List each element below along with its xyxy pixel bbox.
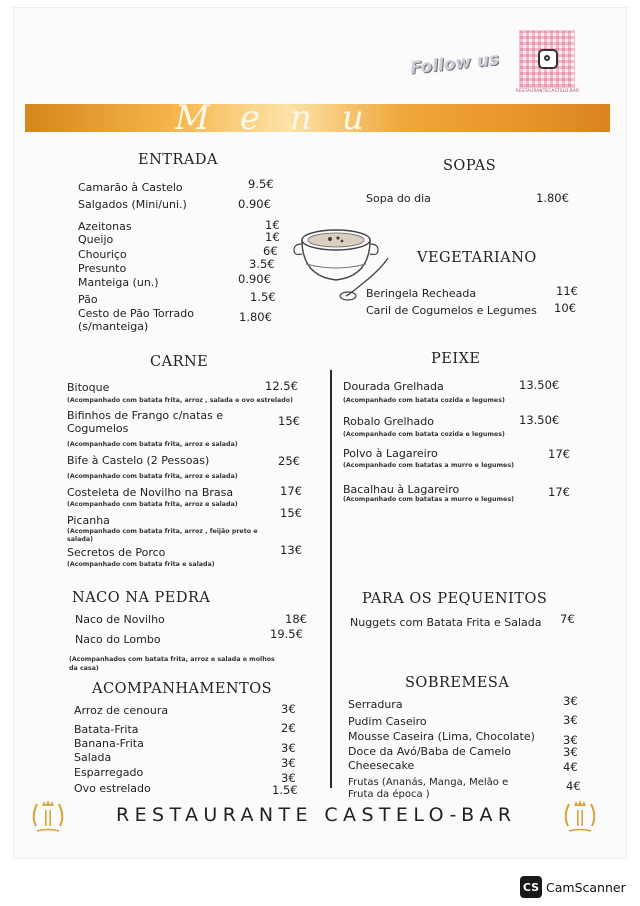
- menu-item: Naco de Novilho: [75, 613, 165, 626]
- menu-item-note: (Acompanhado com batata frita, arroz , feijão preto e: [67, 528, 258, 535]
- menu-item: Dourada Grelhada: [343, 380, 444, 393]
- menu-price: 1.5€: [250, 290, 276, 304]
- menu-price: 0.90€: [238, 272, 271, 286]
- menu-item: Banana-Frita: [74, 737, 144, 750]
- menu-item: Pão: [78, 293, 98, 306]
- menu-price: 3€: [281, 741, 296, 755]
- section-title-vegetariano: VEGETARIANO: [417, 250, 537, 266]
- section-title-sopas: SOPAS: [443, 158, 497, 174]
- menu-item-note: (Acompanhados com batata frita, arroz e salada e molhos: [69, 656, 275, 663]
- camscanner-watermark: [520, 876, 626, 898]
- menu-item-note: (Acompanhado com batatas a murro e legumes): [343, 496, 514, 503]
- menu-item: Serradura: [348, 698, 403, 711]
- menu-price: 13€: [280, 543, 302, 557]
- menu-item: Presunto: [78, 262, 127, 275]
- menu-item: Arroz de cenoura: [74, 704, 169, 717]
- section-title-peixe: PEIXE: [431, 351, 481, 367]
- menu-price: 3€: [563, 745, 578, 759]
- section-title-acompanhamentos: ACOMPANHAMENTOS: [92, 681, 273, 697]
- menu-item: Esparregado: [74, 766, 144, 779]
- restaurant-name: RESTAURANTE CASTELO-BAR: [116, 804, 517, 826]
- menu-item: Mousse Caseira (Lima, Chocolate): [348, 730, 535, 743]
- menu-price: 25€: [278, 454, 300, 468]
- menu-item: Cheesecake: [348, 759, 415, 772]
- menu-item: Pudim Caseiro: [348, 715, 427, 728]
- menu-item: Bacalhau à Lagareiro: [343, 483, 460, 496]
- menu-item: Queijo: [78, 233, 114, 246]
- menu-price: 13.50€: [519, 413, 560, 427]
- follow-us-text: Follow us: [409, 49, 500, 79]
- menu-price: 17€: [548, 447, 570, 461]
- menu-price: 3€: [563, 694, 578, 708]
- menu-item: Bifinhos de Frango c/natas e: [67, 409, 224, 422]
- menu-price: 4€: [566, 779, 581, 793]
- menu-item: Caril de Cogumelos e Legumes: [366, 304, 537, 317]
- restaurant-emblem-icon: [31, 798, 65, 836]
- menu-price: 11€: [556, 284, 578, 298]
- menu-item: Frutas (Ananás, Manga, Melão e: [348, 777, 509, 788]
- menu-item: Fruta da época ): [348, 789, 430, 800]
- menu-item-note: (Acompanhado com batata frita, arroz e salada): [67, 441, 238, 448]
- menu-price: 3€: [281, 702, 296, 716]
- menu-price: 9.5€: [248, 177, 274, 191]
- menu-item: Beringela Recheada: [366, 287, 477, 300]
- menu-price: 2€: [281, 721, 296, 735]
- menu-item: Nuggets com Batata Frita e Salada: [350, 616, 542, 629]
- section-title-carne: CARNE: [150, 354, 209, 370]
- menu-item: Chouriço: [78, 248, 127, 261]
- menu-item-note: (Acompanhado com batata frita e salada): [67, 561, 215, 568]
- camscanner-label: CamScanner: [546, 879, 626, 895]
- menu-item-note: (Acompanhado com batata frita, arroz , salada e ovo estrelado): [67, 397, 294, 404]
- menu-price: 0.90€: [238, 197, 271, 211]
- menu-item: Bife à Castelo (2 Pessoas): [67, 454, 210, 467]
- menu-banner: [25, 98, 610, 138]
- menu-item: Cogumelos: [67, 422, 129, 435]
- menu-price: 3.5€: [249, 257, 275, 271]
- menu-price: 15€: [278, 414, 300, 428]
- menu-price: 3€: [281, 756, 296, 770]
- menu-price: 1.80€: [239, 310, 272, 324]
- menu-item: Camarão à Castelo: [78, 181, 183, 194]
- menu-price: 1€: [265, 230, 280, 244]
- menu-price: 3€: [281, 771, 296, 785]
- menu-price: 1.80€: [536, 191, 569, 205]
- qr-code-icon[interactable]: [519, 30, 575, 88]
- menu-item-note: (Acompanhado com batata cozida e legumes): [343, 431, 505, 438]
- menu-item: Azeitonas: [78, 220, 132, 233]
- menu-item: Polvo à Lagareiro: [343, 447, 438, 460]
- camscanner-logo-icon: CS: [520, 876, 542, 898]
- menu-price: 17€: [548, 485, 570, 499]
- menu-item-note: (Acompanhado com batata frita, arroz e salada): [67, 501, 238, 508]
- menu-item: Cesto de Pão Torrado: [78, 307, 194, 320]
- menu-price: 17€: [280, 484, 302, 498]
- menu-price: 1€: [265, 218, 280, 232]
- menu-item: Doce da Avó/Baba de Camelo: [348, 745, 512, 758]
- menu-price: 13.50€: [519, 378, 560, 392]
- menu-price: 18€: [285, 612, 307, 626]
- menu-item: Salgados (Mini/uni.): [78, 198, 187, 211]
- menu-price: 7€: [560, 612, 575, 626]
- menu-price: 1.5€: [272, 783, 298, 797]
- menu-item: Batata-Frita: [74, 723, 139, 736]
- menu-price: 3€: [563, 713, 578, 727]
- section-title-sobremesa: SOBREMESA: [405, 675, 510, 691]
- menu-item: Robalo Grelhado: [343, 415, 434, 428]
- menu-item-note: salada): [67, 536, 94, 543]
- column-divider: [330, 370, 332, 788]
- menu-item: Ovo estrelado: [74, 782, 151, 795]
- menu-item: Picanha: [67, 514, 110, 527]
- menu-item-note: da casa): [69, 665, 99, 672]
- section-title-pequenitos: PARA OS PEQUENITOS: [362, 591, 548, 607]
- menu-price: 12.5€: [265, 379, 298, 393]
- menu-item-note: (Acompanhado com batatas a murro e legumes): [343, 462, 514, 469]
- menu-price: 15€: [280, 506, 302, 520]
- menu-price: 4€: [563, 760, 578, 774]
- menu-item-note: (Acompanhado com batata cozida e legumes): [343, 397, 505, 404]
- menu-price: 19.5€: [270, 627, 303, 641]
- menu-banner-title: Menu: [175, 98, 394, 138]
- menu-item: Bitoque: [67, 381, 110, 394]
- menu-item-note: (Acompanhado com batata frita, arroz e salada): [67, 473, 238, 480]
- menu-item-note: (s/manteiga): [78, 320, 149, 333]
- instagram-icon: [538, 49, 558, 69]
- menu-item: Secretos de Porco: [67, 546, 166, 559]
- qr-caption: RESTAURANTECASTELO.BAR: [516, 88, 580, 93]
- menu-price: 10€: [554, 301, 576, 315]
- menu-item: Manteiga (un.): [78, 276, 159, 289]
- menu-item: Sopa do dia: [366, 192, 431, 205]
- menu-item: Naco do Lombo: [75, 633, 161, 646]
- menu-item: Costeleta de Novilho na Brasa: [67, 486, 234, 499]
- section-title-naco: NACO NA PEDRA: [72, 590, 211, 606]
- menu-item: Salada: [74, 751, 112, 764]
- section-title-entrada: ENTRADA: [138, 152, 218, 168]
- restaurant-emblem-icon: [563, 798, 597, 836]
- menu-price: 6€: [263, 244, 278, 258]
- menu-price: 3€: [563, 733, 578, 747]
